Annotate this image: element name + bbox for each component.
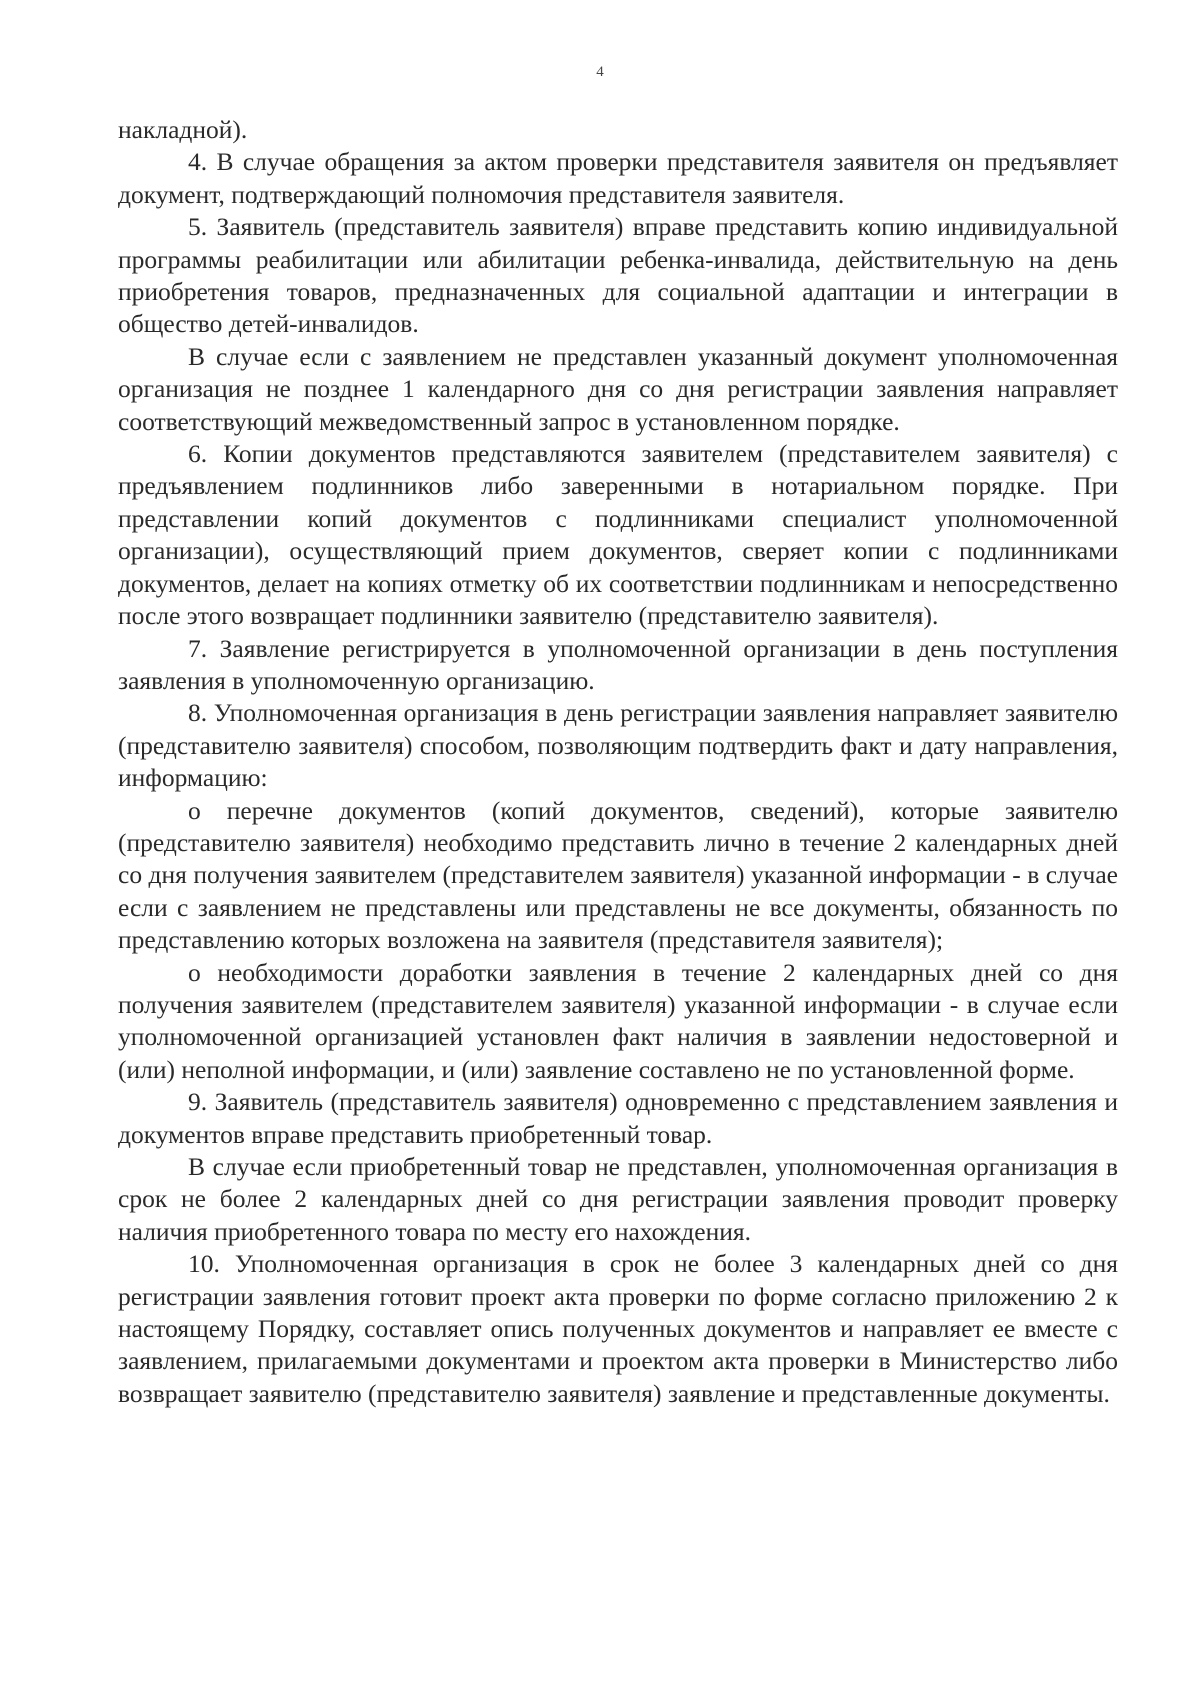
document-body	[118, 114, 1118, 1410]
paragraph: о необходимости доработки заявления в течение 2 календарных дней со дня получения заявителем (представителем заявителя) указанной информации - в случае если уполномоченной организацией установлен факт наличия в заявлении недостоверной и (или) неполной информации, и (или) заявление составлено не по установленной форме.	[118, 957, 1118, 1084]
paragraph: В случае если приобретенный товар не представлен, уполномоченная организация в срок не более 2 календарных дней со дня регистрации заявления проводит проверку наличия приобретенного товара по месту его нахождения.	[118, 1152, 1118, 1246]
paragraph: 6. Копии документов представляются заявителем (представителем заявителя) с предъявлением подлинников либо заверенными в нотариальном порядке. При представлении копий документов с подлинниками специалист уполномоченной организации), осуществляющий прием документов, сверяет копии с подлинниками документов, делает на копиях отметку об их соответствии подлинникам и непосредственно после этого возвращает подлинники заявителю (представителю заявителя).	[118, 439, 1118, 631]
paragraph: 10. Уполномоченная организация в срок не более 3 календарных дней со дня регистрации заявления готовит проект акта проверки по форме согласно приложению 2 к настоящему Порядку, составляет опись полученных документов и направляет ее вместе с заявлением, прилагаемыми документами и проектом акта проверки в Министерство либо возвращает заявителю (представителю заявителя) заявление и представленные документы.	[118, 1249, 1118, 1408]
paragraph: 8. Уполномоченная организация в день регистрации заявления направляет заявителю (представителю заявителя) способом, позволяющим подтвердить факт и дату направления, информацию:	[118, 698, 1118, 793]
paragraph: В случае если с заявлением не представлен указанный документ уполномоченная организация не позднее 1 календарного дня со дня регистрации заявления направляет соответствующий межведомственный запрос в установленном порядке.	[118, 341, 1118, 436]
paragraph: 4. В случае обращения за актом проверки представителя заявителя он предъявляет документ, подтверждающий полномочия представителя заявителя.	[118, 147, 1118, 209]
paragraph: 9. Заявитель (представитель заявителя) одновременно с представлением заявления и документов вправе представить приобретенный товар.	[118, 1087, 1118, 1149]
paragraph: 7. Заявление регистрируется в уполномоченной организации в день поступления заявления в уполномоченную организацию.	[118, 633, 1118, 695]
paragraph: 5. Заявитель (представитель заявителя) вправе представить копию индивидуальной программы реабилитации или абилитации ребенка-инвалида, действительную на день приобретения товаров, предназначенных для социальной адаптации и интеграции в общество детей-инвалидов.	[118, 212, 1118, 339]
paragraph: о перечне документов (копий документов, сведений), которые заявителю (представителю заявителя) необходимо представить лично в течение 2 календарных дней со дня получения заявителем (представителем заявителя) указанной информации - в случае если с заявлением не представлены или представлены не все документы, обязанность по представлению которых возложена на заявителя (представителя заявителя);	[118, 795, 1118, 955]
paragraph: накладной).	[118, 115, 248, 144]
page-number: 4	[596, 64, 604, 80]
